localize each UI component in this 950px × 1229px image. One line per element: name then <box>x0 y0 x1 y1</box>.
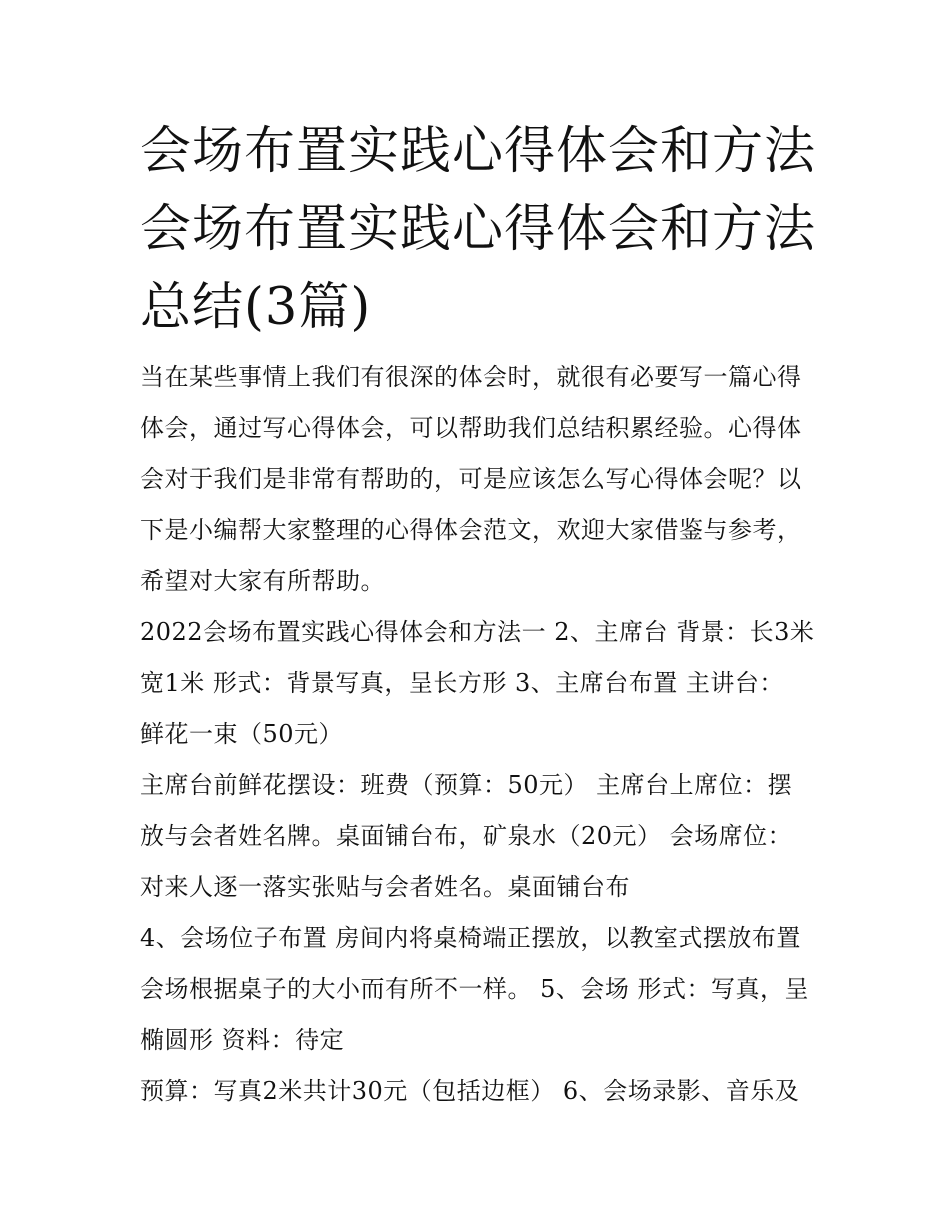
paragraph-stage-flowers <box>140 760 830 913</box>
text-line: 宽1米 形式：背景写真，呈长方形 3、主席台布置 主讲台： <box>140 669 784 697</box>
text-line: 希望对大家有所帮助。 <box>140 567 385 595</box>
title-line: 总结(3篇) <box>140 278 372 337</box>
text-line: 鲜花一束（50元） <box>140 720 344 748</box>
paragraph-stage-background <box>140 607 830 760</box>
text-line: 会对于我们是非常有帮助的，可是应该怎么写心得体会呢？以 <box>140 465 802 493</box>
document-title <box>140 113 820 347</box>
text-line: 放与会者姓名牌。桌面铺台布，矿泉水（20元） 会场席位： <box>140 822 793 850</box>
text-line: 预算：写真2米共计30元（包括边框） 6、会场录影、音乐及 <box>140 1077 800 1105</box>
text-line: 会场根据桌子的大小而有所不一样。 5、会场 形式：写真，呈 <box>140 975 810 1003</box>
text-line: 椭圆形 资料：待定 <box>140 1026 345 1054</box>
text-line: 对来人逐一落实张贴与会者姓名。桌面铺台布 <box>140 873 630 901</box>
text-line: 下是小编帮大家整理的心得体会范文，欢迎大家借鉴与参考， <box>140 516 802 544</box>
document-body <box>140 352 830 1117</box>
text-line: 主席台前鲜花摆设：班费（预算：50元） 主席台上席位：摆 <box>140 771 793 799</box>
text-line: 4、会场位子布置 房间内将桌椅端正摆放，以教室式摆放布置 <box>140 924 801 952</box>
text-line: 2022会场布置实践心得体会和方法一 2、主席台 背景：长3米 <box>140 618 815 646</box>
text-line: 当在某些事情上我们有很深的体会时，就很有必要写一篇心得 <box>140 363 802 391</box>
title-line: 会场布置实践心得体会和方法 <box>140 200 817 259</box>
paragraph-seating <box>140 913 830 1066</box>
paragraph-budget <box>140 1066 830 1117</box>
paragraph-intro <box>140 352 830 607</box>
text-line: 体会，通过写心得体会，可以帮助我们总结积累经验。心得体 <box>140 414 802 442</box>
title-line: 会场布置实践心得体会和方法 <box>140 122 817 181</box>
